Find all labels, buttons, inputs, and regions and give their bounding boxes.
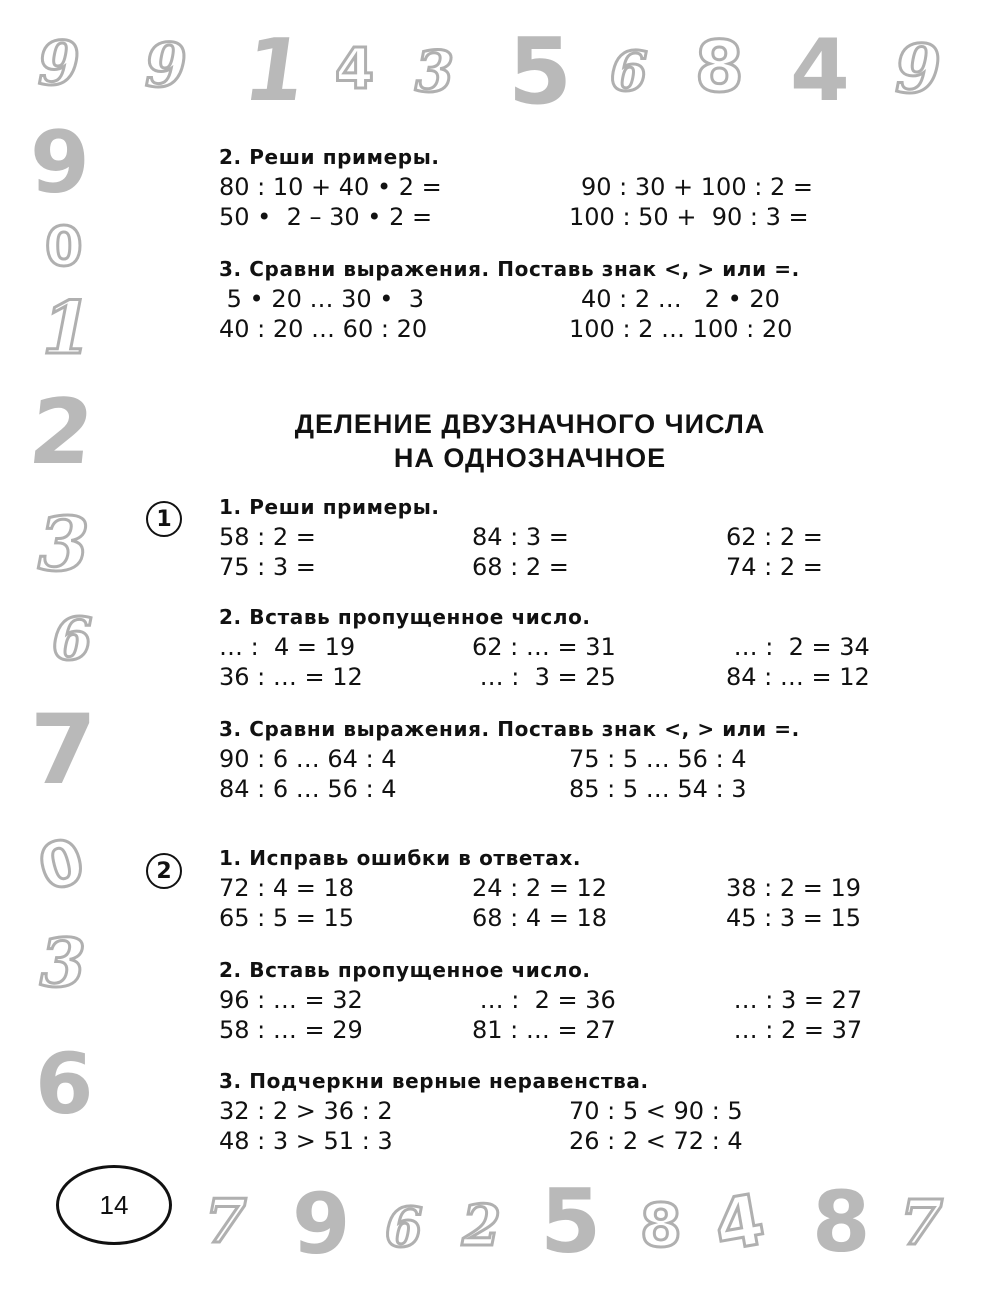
block-marker-2: 2 <box>146 853 182 889</box>
exercise-row <box>219 903 919 933</box>
expression: … : 2 = 36 <box>472 986 616 1014</box>
expression: 84 : 3 = <box>472 523 569 551</box>
exercise-row <box>219 774 919 804</box>
expression: 70 : 5 < 90 : 5 <box>569 1097 743 1125</box>
expression: 62 : … = 31 <box>472 633 616 661</box>
exercise-row <box>219 284 919 314</box>
expression: … : 2 = 34 <box>726 633 870 661</box>
decor-digit: 9 <box>30 113 90 213</box>
block1-exercise-3 <box>219 714 919 804</box>
exercise-title: 1. Реши примеры. <box>219 495 440 519</box>
expression: 58 : 2 = <box>219 523 316 551</box>
expression: … : 4 = 19 <box>219 633 356 661</box>
exercise-row <box>219 1015 919 1045</box>
expression: … : 3 = 25 <box>472 663 616 691</box>
expression: 81 : … = 27 <box>472 1016 616 1044</box>
expression: 62 : 2 = <box>726 523 823 551</box>
expression: 26 : 2 < 72 : 4 <box>569 1127 743 1155</box>
exercise-row <box>219 662 919 692</box>
expression: 68 : 4 = 18 <box>472 904 608 932</box>
decor-digit: 9 <box>292 1175 351 1273</box>
block2-exercise-1 <box>219 843 919 933</box>
chapter-title-line-2: НА ОДНОЗНАЧНОЕ <box>393 443 667 473</box>
expression: 84 : 6 … 56 : 4 <box>219 775 397 803</box>
exercise-row <box>219 744 919 774</box>
expression: 36 : … = 12 <box>219 663 363 691</box>
expression: 50 • 2 – 30 • 2 = <box>219 203 433 231</box>
decor-digit: 3 <box>40 924 86 1002</box>
decor-digit: 9 <box>895 30 941 108</box>
decor-digit: 6 <box>52 605 93 673</box>
exercise-title: 3. Подчеркни верные неравенства. <box>219 1069 649 1093</box>
block2-exercise-2 <box>219 955 919 1045</box>
exercise-row <box>219 632 919 662</box>
exercise-row <box>219 314 919 344</box>
decor-digit: 4 <box>790 21 850 121</box>
expression: 72 : 4 = 18 <box>219 874 355 902</box>
page-number: 14 <box>56 1165 172 1245</box>
decor-digit: 7 <box>900 1186 944 1259</box>
exercise-row <box>219 1096 919 1126</box>
exercise-title: 2. Вставь пропущенное число. <box>219 958 591 982</box>
chapter-title-line-1: ДЕЛЕНИЕ ДВУЗНАЧНОГО ЧИСЛА <box>294 409 766 439</box>
expression: 65 : 5 = 15 <box>219 904 355 932</box>
decor-digit: 8 <box>695 26 744 108</box>
block1-exercise-1 <box>219 492 919 582</box>
expression: 40 : 20 … 60 : 20 <box>219 315 428 343</box>
decor-digit: 2 <box>462 1193 501 1259</box>
decor-digit: 5 <box>540 1170 602 1273</box>
expression: 100 : 50 + 90 : 3 = <box>569 203 809 231</box>
decor-digit: 7 <box>30 694 97 806</box>
exercise-row <box>219 202 919 232</box>
decor-digit: 3 <box>415 39 454 105</box>
decor-digit: 1 <box>42 285 93 370</box>
block1-exercise-2 <box>219 602 919 692</box>
exercise-row <box>219 552 919 582</box>
expression: 84 : … = 12 <box>726 663 870 691</box>
expression: 100 : 2 … 100 : 20 <box>569 315 793 343</box>
expression: 90 : 6 … 64 : 4 <box>219 745 397 773</box>
expression: 74 : 2 = <box>726 553 823 581</box>
block-marker-1: 1 <box>146 501 182 537</box>
expression: … : 2 = 37 <box>726 1016 863 1044</box>
decor-digit: 2 <box>24 380 99 485</box>
expression: 75 : 5 … 56 : 4 <box>569 745 747 773</box>
top-exercise-3 <box>219 254 919 344</box>
decor-digit: 4 <box>335 37 374 102</box>
expression: 40 : 2 … 2 • 20 <box>581 285 780 313</box>
exercise-row <box>219 172 919 202</box>
expression: 5 • 20 … 30 • 3 <box>219 285 424 313</box>
decor-digit: 9 <box>145 31 187 101</box>
decor-digit: 0 <box>31 823 92 906</box>
exercise-title: 1. Исправь ошибки в ответах. <box>219 846 582 870</box>
expression: 96 : … = 32 <box>219 986 363 1014</box>
expression: 24 : 2 = 12 <box>472 874 608 902</box>
exercise-row <box>219 985 919 1015</box>
decor-digit: 4 <box>708 1178 771 1268</box>
expression: … : 3 = 27 <box>726 986 863 1014</box>
decor-digit: 1 <box>237 21 312 121</box>
exercise-row <box>219 522 919 552</box>
decor-digit: 8 <box>812 1173 871 1271</box>
block2-exercise-3 <box>219 1066 919 1156</box>
expression: 45 : 3 = 15 <box>726 904 862 932</box>
expression: 32 : 2 > 36 : 2 <box>219 1097 393 1125</box>
expression: 75 : 3 = <box>219 553 316 581</box>
expression: 80 : 10 + 40 • 2 = <box>219 173 442 201</box>
exercise-title: 3. Сравни выражения. Поставь знак <, > или =. <box>219 257 800 281</box>
decor-digit: 6 <box>35 1035 94 1133</box>
exercise-title: 3. Сравни выражения. Поставь знак <, > или =. <box>219 717 800 741</box>
expression: 68 : 2 = <box>472 553 569 581</box>
expression: 85 : 5 … 54 : 3 <box>569 775 747 803</box>
decor-digit: 3 <box>38 502 90 588</box>
top-exercise-2 <box>219 142 919 232</box>
exercise-title: 2. Вставь пропущенное число. <box>219 605 591 629</box>
expression: 90 : 30 + 100 : 2 = <box>581 173 813 201</box>
expression: 58 : … = 29 <box>219 1016 363 1044</box>
exercise-row <box>219 873 919 903</box>
decor-digit: 6 <box>385 1195 423 1259</box>
decor-digit: 5 <box>508 18 573 125</box>
exercise-title: 2. Реши примеры. <box>219 145 440 169</box>
decor-digit: 6 <box>610 39 648 103</box>
decor-digit: 8 <box>640 1191 682 1261</box>
decor-digit: 7 <box>205 1187 247 1257</box>
exercise-row <box>219 1126 919 1156</box>
decor-digit: 0 <box>45 215 83 278</box>
expression: 48 : 3 > 51 : 3 <box>219 1127 393 1155</box>
decor-digit: 9 <box>38 29 80 99</box>
expression: 38 : 2 = 19 <box>726 874 862 902</box>
